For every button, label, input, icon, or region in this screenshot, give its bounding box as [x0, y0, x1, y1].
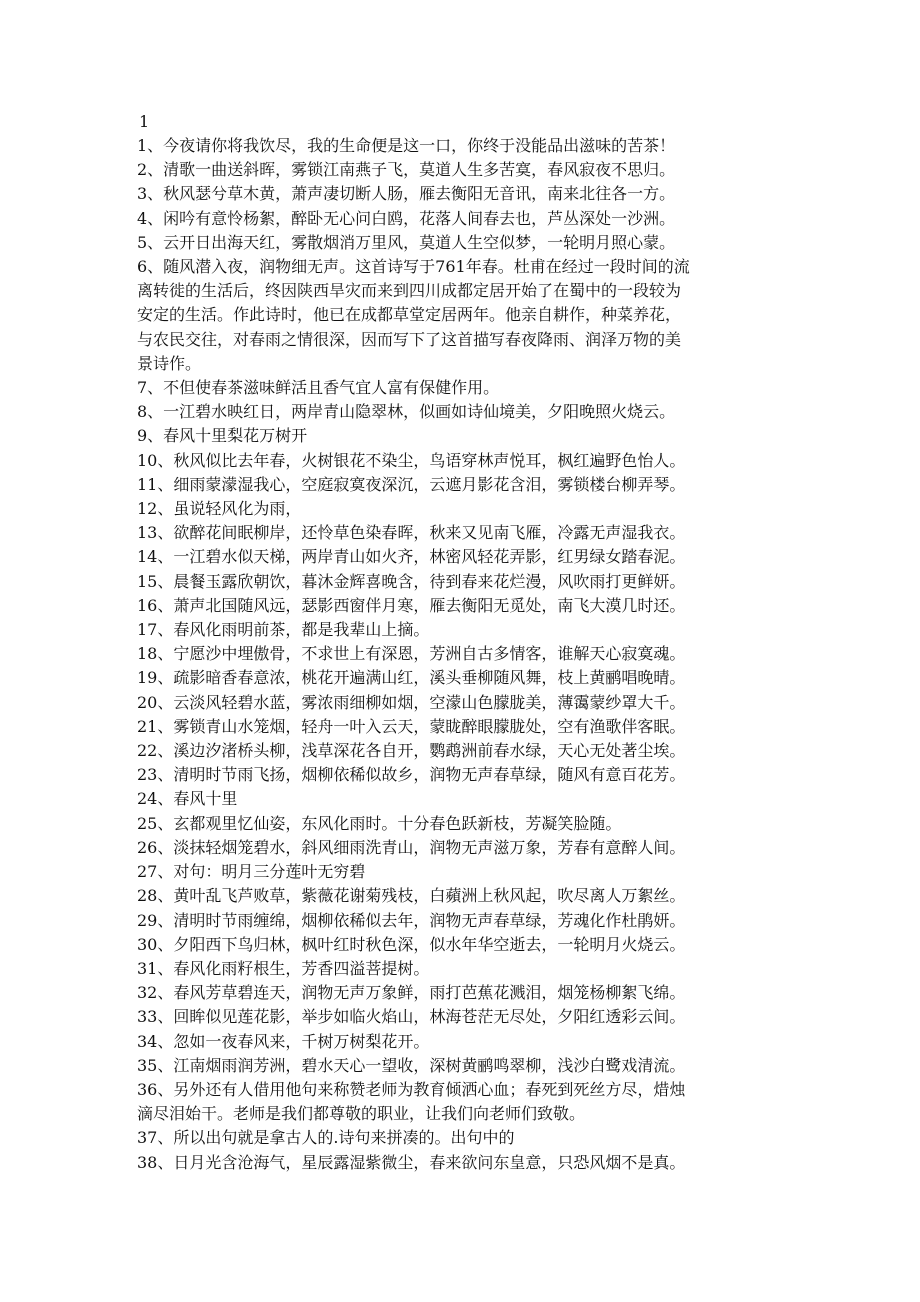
text-line: 2、清歌一曲送斜晖，雾锁江南燕子飞，莫道人生多苦寞，春风寂夜不思归。 [137, 160, 676, 180]
text-line: 35、江南烟雨润芳洲，碧水天心一望收，深树黄鹂鸣翠柳，浅沙白鹭戏清流。 [137, 1055, 686, 1075]
text-line: 12、虽说轻风化为雨， [137, 499, 302, 519]
text-line: 滴尽泪始干。老师是我们都尊敬的职业，让我们向老师们致敬。 [137, 1104, 586, 1124]
text-line: 24、春风十里 [137, 789, 238, 809]
text-line: 28、黄叶乱飞芦败草，紫薇花谢菊残枝，白蘋洲上秋风起，吹尽离人万絮丝。 [137, 886, 686, 906]
page-number: 1 [139, 112, 150, 131]
text-line: 30、夕阳西下鸟归林，枫叶红时秋色深，似水年华空逝去，一轮明月火烧云。 [137, 934, 686, 954]
text-line: 6、随风潜入夜，润物细无声。这首诗写于761年春。杜甫在经过一段时间的流 [137, 257, 690, 277]
text-line: 7、不但使春茶滋味鲜活且香气宜人富有保健作用。 [137, 378, 500, 398]
text-line: 29、清明时节雨缠绵，烟柳依稀似去年，润物无声春草绿，芳魂化作杜鹃妍。 [137, 910, 686, 930]
text-line: 景诗作。 [137, 353, 202, 373]
text-line: 33、回眸似见莲花影，举步如临火焰山，林海苍茫无尽处，夕阳红透彩云间。 [137, 1007, 686, 1027]
text-line: 8、一江碧水映红日，两岸青山隐翠林，似画如诗仙境美，夕阳晚照火烧云。 [137, 402, 676, 422]
text-body [137, 134, 777, 1175]
text-line: 21、雾锁青山水笼烟，轻舟一叶入云天，蒙眬醉眼朦胧处，空有渔歌伴客眠。 [137, 716, 686, 736]
text-line: 22、溪边汐渚桥头柳，浅草深花各自开，鹦鹉洲前春水绿，天心无处著尘埃。 [137, 741, 686, 761]
text-line: 4、闲吟有意怜杨絮，醉卧无心问白鸥，花落人间春去也，芦丛深处一沙洲。 [137, 208, 676, 228]
text-line: 11、细雨蒙濛湿我心，空庭寂寞夜深沉，云遮月影花含泪，雾锁楼台柳弄琴。 [137, 474, 686, 494]
text-line: 14、一江碧水似天梯，两岸青山如火齐，林密风轻花弄影，红男绿女踏春泥。 [137, 547, 686, 567]
text-line: 25、玄都观里忆仙姿，东风化雨时。十分春色跃新枝，芳凝笑脸随。 [137, 813, 622, 833]
text-line: 37、所以出句就是拿古人的.诗句来拼凑的。出句中的 [137, 1128, 515, 1148]
text-line: 34、忽如一夜春风来，千树万树梨花开。 [137, 1031, 430, 1051]
text-line: 离转徙的生活后，终因陕西旱灾而来到四川成都定居开始了在蜀中的一段较为 [137, 281, 682, 301]
text-line: 20、云淡风轻碧水蓝，雾浓雨细柳如烟，空濛山色朦胧美，薄霭蒙纱罩大千。 [137, 692, 686, 712]
text-line: 31、春风化雨籽根生，芳香四溢菩提树。 [137, 958, 430, 978]
text-line: 9、春风十里梨花万树开 [137, 426, 308, 446]
text-line: 17、春风化雨明前茶，都是我辈山上摘。 [137, 620, 430, 640]
text-line: 1、今夜请你将我饮尽，我的生命便是这一口，你终于没能品出滋味的苦茶！ [137, 136, 676, 155]
text-line: 27、对句：明月三分莲叶无穷碧 [137, 862, 366, 882]
text-line: 15、晨餐玉露欣朝饮，暮沐金辉喜晚含，待到春来花烂漫，风吹雨打更鲜妍。 [137, 571, 686, 591]
text-line: 36、另外还有人借用他句来称赞老师为教育倾洒心血；春死到死丝方尽，焟烛 [137, 1079, 686, 1099]
text-line: 23、清明时节雨飞扬，烟柳依稀似故乡，润物无声春草绿，随风有意百花芳。 [137, 765, 686, 785]
text-line: 19、疏影暗香春意浓，桃花开遍满山红，溪头垂柳随风舞，枝上黄鹂唱晚晴。 [137, 668, 686, 688]
text-line: 安定的生活。作此诗时，他已在成都草堂定居两年。他亲自耕作，种菜养花， [137, 305, 682, 325]
text-line: 与农民交往，对春雨之情很深，因而写下了这首描写春夜降雨、润泽万物的美 [137, 329, 682, 349]
text-line: 18、宁愿沙中埋傲骨，不求世上有深恩，芳洲自古多情客，谁解天心寂寞魂。 [137, 644, 686, 664]
text-line: 3、秋风瑟兮草木黄，萧声凄切断人肠，雁去衡阳无音讯，南来北往各一方。 [137, 184, 676, 204]
text-line: 10、秋风似比去年春，火树银花不染尘，鸟语穿林声悦耳，枫红遍野色怡人。 [137, 450, 686, 470]
text-line: 13、欲醉花间眠柳岸，还怜草色染春晖，秋来又见南飞雁，冷露无声湿我衣。 [137, 523, 686, 543]
text-line: 32、春风芳草碧连天，润物无声万象鲜，雨打芭蕉花溅泪，烟笼杨柳絮飞绵。 [137, 983, 686, 1003]
document-page [137, 110, 777, 1175]
text-line: 5、云开日出海天红，雾散烟消万里风，莫道人生空似梦，一轮明月照心蒙。 [137, 232, 676, 252]
text-line: 26、淡抹轻烟笼碧水，斜风细雨洗青山，润物无声滋万象，芳春有意醉人间。 [137, 837, 686, 857]
text-line: 38、日月光含沧海气，星辰露湿紫微尘，春来欲问东皇意，只恐风烟不是真。 [137, 1152, 686, 1172]
text-line: 16、萧声北国随风远，瑟影西窗伴月寒，雁去衡阳无觅处，南飞大漠几时还。 [137, 595, 686, 615]
